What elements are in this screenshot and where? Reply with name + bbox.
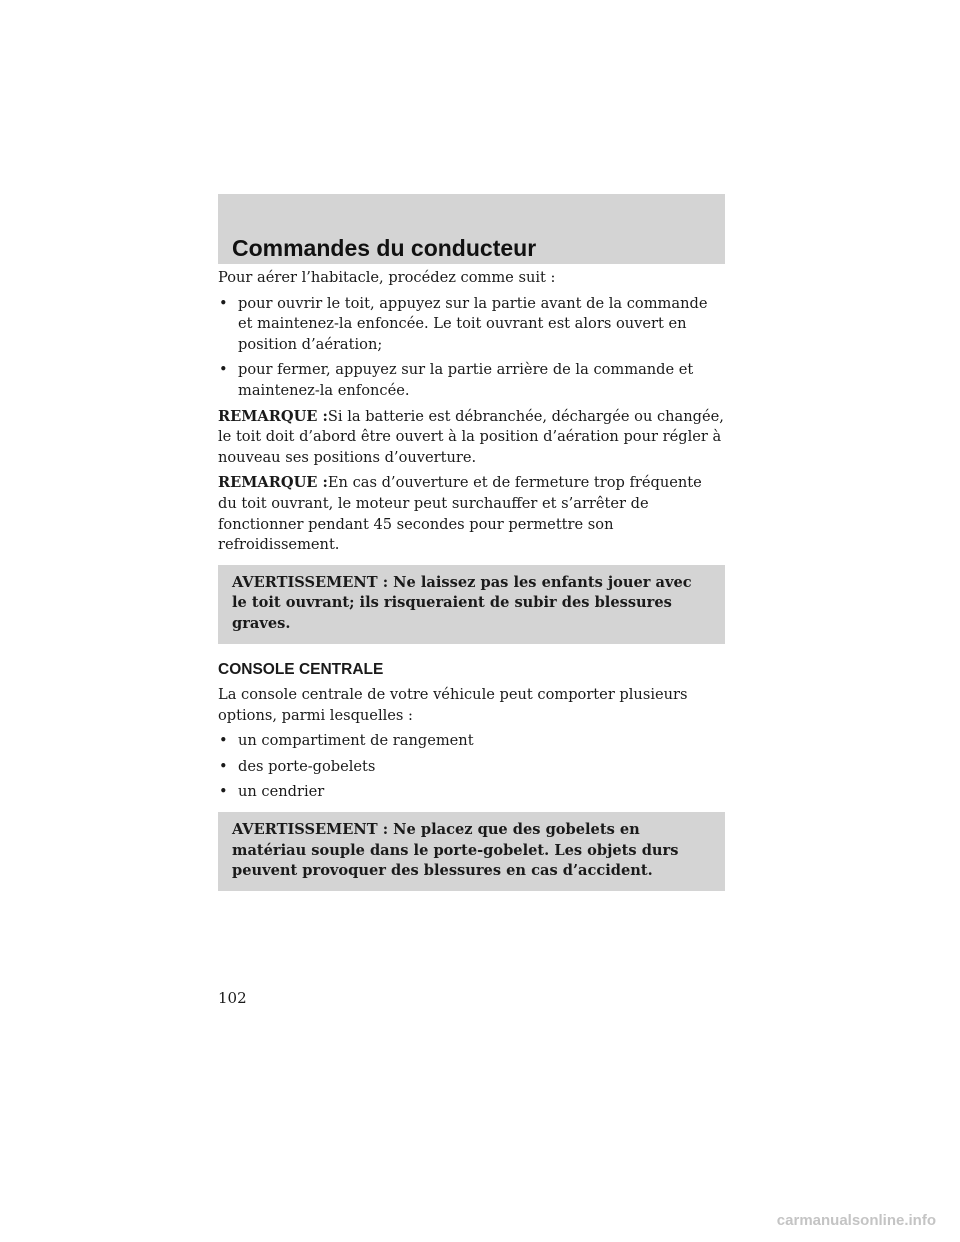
warning-box: AVERTISSEMENT : Ne placez que des gobelets en matériau souple dans le porte-gobelet. Les objets durs peuvent provoquer des blessures en cas d’accident. bbox=[218, 812, 725, 891]
bullet-icon: • bbox=[219, 294, 228, 312]
page-content bbox=[218, 268, 725, 907]
bullet-icon: • bbox=[219, 783, 228, 801]
list-item bbox=[218, 757, 725, 778]
step-text: pour ouvrir le toit, appuyez sur la partie avant de la commande et maintenez-la enfoncée. Le toit ouvrant est alors ouvert en position d’aération; bbox=[238, 294, 708, 353]
note-text: En cas d’ouverture et de fermeture trop fréquente du toit ouvrant, le moteur peut surchauffer et s’arrêter de fonctionner pendant 45 secondes pour permettre son refroidissement. bbox=[218, 474, 702, 554]
bullet-icon: • bbox=[219, 757, 228, 775]
vent-intro: Pour aérer l’habitacle, procédez comme suit : bbox=[218, 269, 556, 286]
section-title: Commandes du conducteur bbox=[232, 235, 537, 261]
note-text: Si la batterie est débranchée, déchargée ou changée, le toit doit d’abord être ouvert à la position d’aération pour régler à nouveau ses positions d’ouverture. bbox=[218, 407, 724, 466]
option-text: un compartiment de rangement bbox=[238, 732, 474, 750]
page-number: 102 bbox=[218, 989, 247, 1007]
bullet-icon: • bbox=[219, 732, 228, 750]
option-text: un cendrier bbox=[238, 783, 325, 801]
note-label: REMARQUE : bbox=[218, 474, 328, 492]
warning-box: AVERTISSEMENT : Ne laissez pas les enfants jouer avec le toit ouvrant; ils risqueraient de subir des blessures graves. bbox=[218, 565, 725, 644]
section-header-band bbox=[218, 194, 725, 264]
option-text: des porte-gobelets bbox=[238, 757, 376, 775]
watermark-link[interactable]: carmanualsonline.info bbox=[776, 1212, 936, 1229]
list-item bbox=[218, 731, 725, 752]
vent-steps-list bbox=[218, 294, 725, 402]
console-intro: La console centrale de votre véhicule peut comporter plusieurs options, parmi lesquelles : bbox=[218, 686, 688, 724]
step-text: pour fermer, appuyez sur la partie arrière de la commande et maintenez-la enfoncée. bbox=[238, 361, 694, 399]
list-item bbox=[218, 360, 725, 401]
note-label: REMARQUE : bbox=[218, 407, 328, 425]
bullet-icon: • bbox=[219, 361, 228, 379]
note-paragraph bbox=[218, 473, 725, 555]
list-item bbox=[218, 294, 725, 356]
section-heading: CONSOLE CENTRALE bbox=[218, 660, 384, 678]
list-item bbox=[218, 782, 725, 803]
note-paragraph bbox=[218, 407, 725, 469]
console-options-list bbox=[218, 731, 725, 803]
